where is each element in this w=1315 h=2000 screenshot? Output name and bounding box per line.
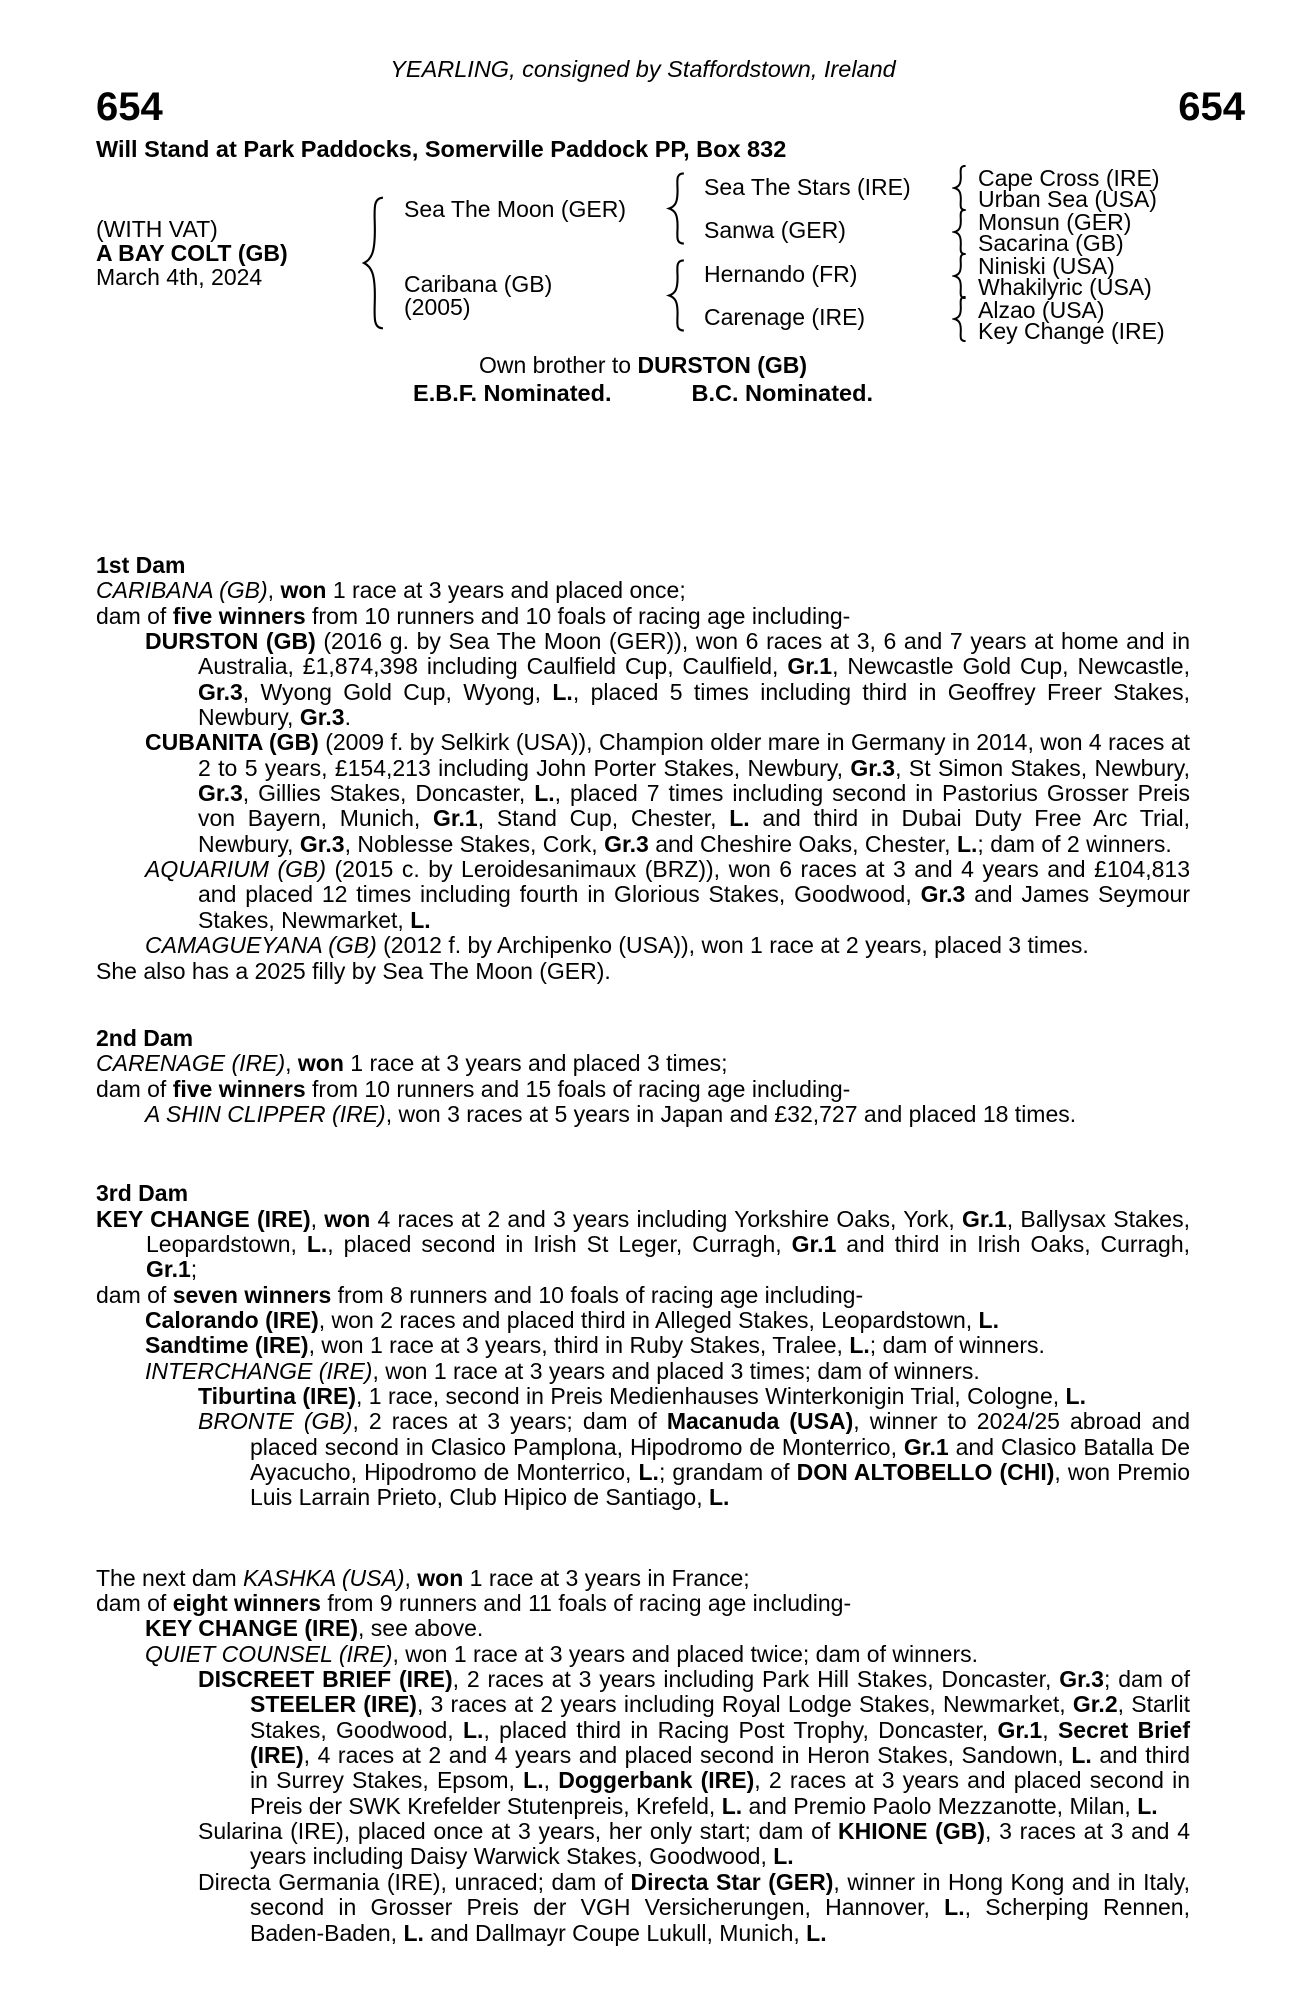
brace-icon	[952, 296, 968, 342]
pedigree-sire: Sea The Moon (GER)	[404, 196, 627, 222]
pedigree-ggp: Urban Sea (USA)	[978, 186, 1157, 212]
pedigree-ggp: Monsun (GER)	[978, 209, 1132, 235]
section-heading: 1st Dam	[96, 552, 186, 578]
para-a-shin-clipper: A SHIN CLIPPER (IRE), won 3 races at 5 years in Japan and £32,727 and placed 18 times.	[145, 1100, 1077, 1127]
pedigree-ggp: Alzao (USA)	[978, 297, 1105, 323]
para-cubanita: CUBANITA (GB) (2009 f. by Selkirk (USA)), Champion older mare in Germany in 2014, won 4 races at 2 to 5 years, £154,213 including John Porter Stakes, Newbury, Gr.3, St Simon Stakes, Newbury, Gr.3, Gillies Stakes, Doncaster, L., placed 7 times including second in Pastorius Grosser Preis von Bayern, Munich, Gr.1, Stand Cup, Chester, L. and third in Dubai Duty Free Arc Trial, Newbury, Gr.3, Noblesse Stakes, Cork, Gr.3 and Cheshire Oaks, Chester, L.; dam of 2 winners.	[145, 729, 1191, 857]
pedigree-with-vat: (WITH VAT)	[96, 216, 218, 242]
section-1st-dam	[96, 553, 1190, 984]
para-caribana: CARIBANA (GB), won 1 race at 3 years and placed once;	[96, 577, 686, 604]
brace-icon	[952, 209, 968, 255]
para-sandtime: Sandtime (IRE), won 1 race at 3 years, third in Ruby Stakes, Tralee, L.; dam of winners.	[145, 1332, 1045, 1359]
para-sularina: Sularina (IRE), placed once at 3 years, her only start; dam of KHIONE (GB), 3 races at 3 and 4 years including Daisy Warwick Stakes, Goodwood, L.	[198, 1818, 1190, 1870]
brace-icon	[952, 165, 968, 211]
lot-number-right: 654	[1178, 85, 1245, 129]
brace-icon	[360, 195, 387, 331]
pedigree-dam: Caribana (GB)	[404, 271, 553, 297]
para-interchange: INTERCHANGE (IRE), won 1 race at 3 years and placed 3 times; dam of winners.	[145, 1357, 980, 1384]
consignor-line: YEARLING, consigned by Staffordstown, Ireland	[390, 56, 896, 82]
para-tiburtina: Tiburtina (IRE), 1 race, second in Preis Medienhauses Winterkonigin Trial, Cologne, L.	[198, 1382, 1086, 1409]
para-discreet-brief: DISCREET BRIEF (IRE), 2 races at 3 years including Park Hill Stakes, Doncaster, Gr.3; dam of STEELER (IRE), 3 races at 2 years including Royal Lodge Stakes, Newmarket, Gr.2, Starlit Stakes, Goodwood, L., placed third in Racing Post Trophy, Doncaster, Gr.1, Secret Brief (IRE), 4 races at 2 and 4 years and placed second in Heron Stakes, Sandown, L. and third in Surrey Stakes, Epsom, L., Doggerbank (IRE), 2 races at 3 years and placed second in Preis der SWK Krefelder Stutenpreis, Krefeld, L. and Premio Paolo Mezzanotte, Milan, L.	[198, 1666, 1191, 1819]
own-brother-line: Own brother to DURSTON (GB)	[478, 352, 808, 378]
pedigree-foaling-date: March 4th, 2024	[96, 264, 263, 290]
pedigree-colt-name: A BAY COLT (GB)	[96, 240, 288, 266]
stand-location-line: Will Stand at Park Paddocks, Somerville Paddock PP, Box 832	[96, 136, 787, 162]
lot-number-row	[0, 83, 1315, 127]
para-dam-of: dam of five winners from 10 runners and 10 foals of racing age including-	[96, 602, 851, 629]
para-2025-filly-note: She also has a 2025 filly by Sea The Moon (GER).	[96, 957, 611, 984]
pedigree-ggp: Whakilyric (USA)	[978, 274, 1152, 300]
pedigree-ggp: Niniski (USA)	[978, 253, 1115, 279]
para-dam-of: dam of seven winners from 8 runners and 10 foals of racing age including-	[96, 1281, 864, 1308]
brace-icon	[666, 172, 687, 245]
para-calorando: Calorando (IRE), won 2 races and placed third in Alleged Stakes, Leopardstown, L.	[145, 1306, 999, 1333]
para-dam-of: dam of five winners from 10 runners and 15 foals of racing age including-	[96, 1075, 851, 1102]
section-next-dam	[96, 1566, 1190, 1946]
pedigree-dam-year: (2005)	[404, 294, 471, 320]
section-3rd-dam	[96, 1181, 1190, 1510]
para-directa-germania: Directa Germania (IRE), unraced; dam of Directa Star (GER), winner in Hong Kong and in Italy, second in Grosser Preis der VGH Versicherungen, Hannover, L., Scherping Rennen, Baden-Baden, L. and Dallmayr Coupe Lukull, Munich, L.	[198, 1868, 1190, 1946]
pedigree-ggp: Key Change (IRE)	[978, 318, 1165, 344]
section-heading: 3rd Dam	[96, 1180, 189, 1207]
para-carenage: CARENAGE (IRE), won 1 race at 3 years and placed 3 times;	[96, 1050, 728, 1077]
section-2nd-dam	[96, 1026, 1190, 1127]
pedigree-dam-dam: Carenage (IRE)	[704, 304, 866, 330]
para-quiet-counsel: QUIET COUNSEL (IRE), won 1 race at 3 years and placed twice; dam of winners.	[145, 1640, 979, 1667]
pedigree-dam-sire: Hernando (FR)	[704, 261, 858, 287]
catalogue-body	[0, 553, 1315, 1946]
pedigree-table	[0, 165, 1315, 351]
para-key-change-see-above: KEY CHANGE (IRE), see above.	[145, 1615, 484, 1642]
brace-icon	[952, 253, 968, 299]
para-durston: DURSTON (GB) (2016 g. by Sea The Moon (GER)), won 6 races at 3, 6 and 7 years at home and in Australia, £1,874,398 including Caulfield Cup, Caulfield, Gr.1, Newcastle Gold Cup, Newcastle, Gr.3, Wyong Gold Cup, Wyong, L., placed 5 times including third in Geoffrey Freer Stakes, Newbury, Gr.3.	[145, 628, 1191, 731]
para-kashka: The next dam KASHKA (USA), won 1 race at 3 years in France;	[96, 1564, 750, 1591]
lot-number-left: 654	[96, 85, 163, 129]
nominations-line	[96, 380, 1190, 407]
para-aquarium: AQUARIUM (GB) (2015 c. by Leroidesanimaux (BRZ)), won 6 races at 3 and 4 years and £104,813 and placed 12 times including fourth in Glorious Stakes, Goodwood, Gr.3 and James Seymour Stakes, Newmarket, L.	[145, 856, 1191, 933]
pedigree-ggp: Sacarina (GB)	[978, 230, 1124, 256]
pedigree-sire-sire: Sea The Stars (IRE)	[704, 174, 911, 200]
para-key-change: KEY CHANGE (IRE), won 4 races at 2 and 3 years including Yorkshire Oaks, York, Gr.1, Ballysax Stakes, Leopardstown, L., placed second in Irish St Leger, Curragh, Gr.1 and third in Irish Oaks, Curragh, Gr.1;	[96, 1205, 1191, 1283]
brace-icon	[666, 259, 687, 332]
bc-nominated: B.C. Nominated.	[691, 380, 873, 406]
pedigree-sire-dam: Sanwa (GER)	[704, 217, 846, 243]
para-dam-of: dam of eight winners from 9 runners and 11 foals of racing age including-	[96, 1590, 852, 1617]
para-bronte: BRONTE (GB), 2 races at 3 years; dam of Macanuda (USA), winner to 2024/25 abroad and placed second in Clasico Pamplona, Hipodromo de Monterrico, Gr.1 and Clasico Batalla De Ayacucho, Hipodromo de Monterrico, L.; grandam of DON ALTOBELLO (CHI), won Premio Luis Larrain Prieto, Club Hipico de Santiago, L.	[198, 1408, 1191, 1511]
pedigree-ggp: Cape Cross (IRE)	[978, 165, 1160, 191]
ebf-nominated: E.B.F. Nominated.	[413, 380, 612, 406]
section-heading: 2nd Dam	[96, 1024, 194, 1051]
para-camagueyana: CAMAGUEYANA (GB) (2012 f. by Archipenko (USA)), won 1 race at 2 years, placed 3 times.	[145, 932, 1089, 959]
